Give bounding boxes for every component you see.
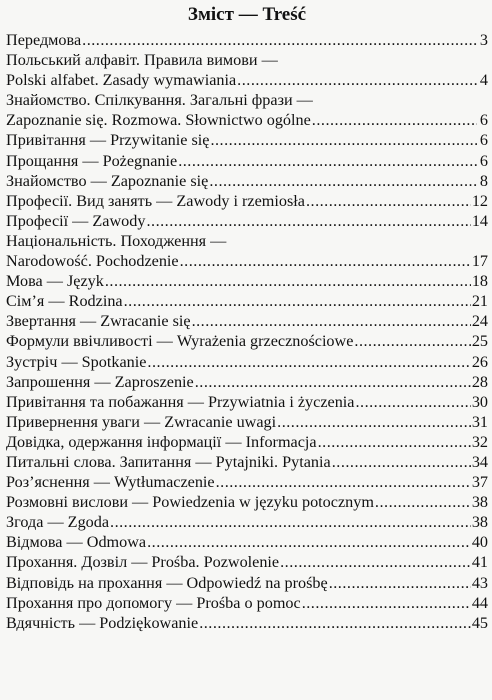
toc-entry-title: Прохання про допомогу — Prośba o pomoc (6, 593, 301, 612)
toc-entry-page-number: 25 (471, 332, 488, 351)
dot-leader (375, 492, 471, 512)
dot-leader (195, 372, 471, 392)
toc-entry (6, 392, 488, 412)
toc-entry-title: Zapoznanie się. Rozmowa. Słownictwo ogólne (6, 111, 311, 130)
dot-leader (110, 512, 471, 532)
toc-entry-page-number: 6 (479, 151, 488, 170)
dot-leader (210, 130, 477, 150)
toc-entry (6, 171, 488, 191)
toc-entry (6, 50, 488, 70)
toc-entry (6, 331, 488, 351)
toc-entry (6, 70, 488, 90)
toc-entry-page-number: 43 (471, 573, 488, 592)
toc-entry-page-number: 3 (479, 31, 488, 49)
dot-leader (180, 251, 471, 271)
toc-entry-page-number: 40 (471, 533, 488, 552)
toc-entry-title: Вдячність — Podziękowanie (6, 613, 199, 632)
toc-entry-page-number: 41 (471, 553, 488, 572)
toc-entry-page-number: 31 (471, 412, 488, 431)
toc-entry-page-number: 8 (479, 171, 488, 190)
toc-entry-title: Привернення уваги — Zwracanie uwagi (6, 412, 277, 431)
dot-leader (192, 311, 471, 331)
toc-entry-title: Розмовні вислови — Powiedzenia w języku potocznym (6, 493, 374, 512)
toc-entry-page-number: 37 (471, 473, 488, 492)
dot-leader (199, 613, 471, 633)
toc-entry (6, 613, 488, 633)
dot-leader (277, 412, 471, 432)
toc-entry (6, 90, 488, 110)
toc-entry-title: Знайомство. Спілкування. Загальні фрази — (6, 91, 313, 110)
dot-leader (354, 331, 470, 351)
dot-leader (147, 532, 471, 552)
toc-entry (6, 30, 488, 50)
toc-entry-title: Професії. Вид занять — Zawody i rzemiosła (6, 191, 305, 210)
toc-entry-title: Привітання та побажання — Przywiatnia i życzenia (6, 392, 355, 411)
toc-entry-page-number: 30 (471, 392, 488, 411)
toc-entry (6, 512, 488, 532)
page-title: Зміст — Treść (187, 4, 307, 25)
dot-leader (318, 432, 471, 452)
toc-entry-page-number: 34 (471, 452, 488, 471)
toc-entry-page-number: 6 (479, 111, 488, 130)
toc-entry-page-number: 38 (471, 493, 488, 512)
toc-entry (6, 211, 488, 231)
toc-entry-title: Роз’яснення — Wytłumaczenie (6, 473, 215, 492)
toc-entry-page-number: 6 (479, 131, 488, 150)
toc-entry-page-number: 28 (471, 372, 488, 391)
toc-entry-page-number: 18 (471, 272, 488, 291)
dot-leader (124, 291, 471, 311)
dot-leader (216, 472, 471, 492)
toc-entry-title: Згода — Zgoda (6, 513, 110, 532)
toc-entry-title: Передмова (6, 31, 82, 49)
toc-entry (6, 110, 488, 130)
toc-entry (6, 432, 488, 452)
toc-entry (6, 352, 488, 372)
dot-leader (302, 593, 471, 613)
toc-entry-title: Знайомство — Zapoznanie się (6, 171, 209, 190)
toc-entry-title: Привітання — Przywitanie się (6, 131, 210, 150)
toc-entry (6, 492, 488, 512)
toc-entry-page-number: 21 (471, 292, 488, 311)
dot-leader (332, 452, 471, 472)
dot-leader (178, 151, 477, 171)
toc-entry (6, 130, 488, 150)
toc-entry-page-number: 12 (471, 191, 488, 210)
toc-entry-title: Польський алфавіт. Правила вимови — (6, 51, 278, 70)
toc-entry (6, 151, 488, 171)
toc-entry-title: Відмова — Odmowa (6, 533, 147, 552)
dot-leader (105, 271, 471, 291)
toc-entry-page-number: 44 (471, 593, 488, 612)
toc-entry-title: Зустріч — Spotkanie (6, 352, 147, 371)
toc-entry-title: Запрошення — Zaproszenie (6, 372, 194, 391)
toc-entry-title: Прохання. Дозвіл — Prośba. Pozwolenie (6, 553, 280, 572)
toc-entry-title: Сім’я — Rodzina (6, 292, 123, 311)
toc-entry (6, 472, 488, 492)
toc-entry-title: Національність. Походження — (6, 231, 227, 250)
dot-leader (82, 30, 477, 50)
toc-entry (6, 593, 488, 613)
toc-entry-page-number: 32 (471, 432, 488, 451)
toc-entry-page-number: 45 (471, 613, 488, 632)
toc-entry-page-number: 26 (471, 352, 488, 371)
toc-entry-title: Довідка, одержання інформації — Informacja (6, 432, 317, 451)
toc-entry-page-number: 4 (479, 71, 488, 90)
dot-leader (312, 110, 477, 130)
toc-entry (6, 251, 488, 271)
toc-entry-title: Відповідь на прохання — Odpowiedź na prośbę (6, 573, 328, 592)
toc-entry-page-number: 17 (471, 252, 488, 271)
dot-leader (280, 552, 471, 572)
toc-entry (6, 291, 488, 311)
toc-entry (6, 412, 488, 432)
toc-entry-page-number: 14 (471, 211, 488, 230)
toc-entry-title: Звертання — Zwracanie się (6, 312, 191, 331)
toc-entry (6, 573, 488, 593)
toc-entry (6, 452, 488, 472)
toc-entry-title: Polski alfabet. Zasady wymawiania (6, 71, 237, 90)
dot-leader (146, 211, 470, 231)
toc-entry (6, 372, 488, 392)
toc-entry (6, 271, 488, 291)
toc-entry (6, 532, 488, 552)
dot-leader (237, 70, 477, 90)
table-of-contents (6, 30, 488, 633)
toc-entry-title: Професії — Zawody (6, 211, 146, 230)
toc-entry-title: Прощання — Pożegnanie (6, 151, 178, 170)
toc-entry-page-number: 38 (471, 513, 488, 532)
toc-entry (6, 311, 488, 331)
dot-leader (306, 191, 471, 211)
toc-entry-title: Питальні слова. Запитання — Pytajniki. Pytania (6, 452, 331, 471)
toc-entry-page-number: 24 (471, 312, 488, 331)
dot-leader (209, 171, 477, 191)
toc-entry-title: Формули ввічливості — Wyrażenia grzecznościowe (6, 332, 354, 351)
dot-leader (355, 392, 470, 412)
toc-entry (6, 552, 488, 572)
toc-entry (6, 231, 488, 251)
toc-entry-title: Мова — Język (6, 272, 104, 291)
dot-leader (147, 352, 470, 372)
dot-leader (329, 573, 471, 593)
toc-entry-title: Narodowość. Pochodzenie (6, 252, 179, 271)
toc-entry (6, 191, 488, 211)
